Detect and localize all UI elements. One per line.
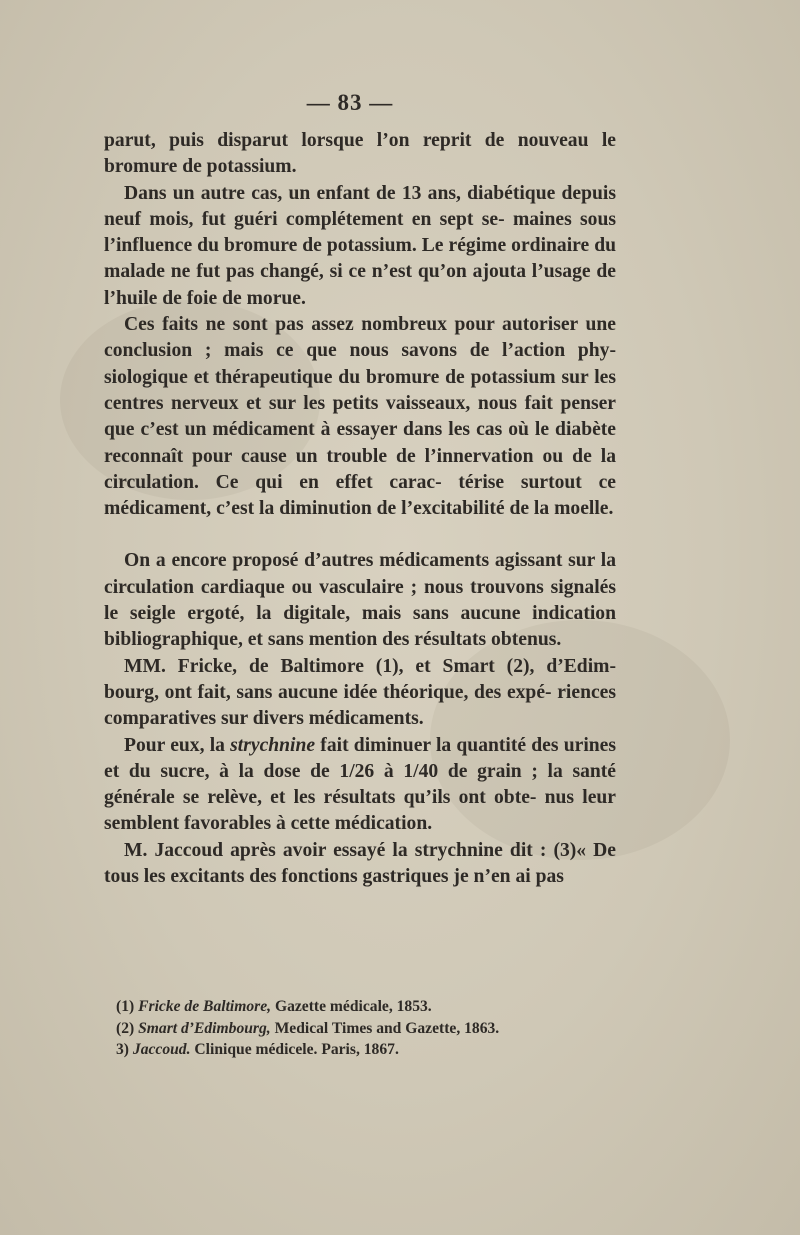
text-line: sur les centres nerveux et sur les petits vaisseaux, nous — [104, 366, 616, 414]
footnote-source: Medical Times and Gazette, 1863. — [270, 1019, 500, 1037]
paragraph — [104, 838, 616, 891]
text-line: On a encore proposé d’autres médicaments agissant — [124, 550, 563, 572]
text-line: Pour eux, la — [124, 734, 231, 756]
paragraph — [104, 733, 616, 838]
footnote-source: Gazette médicale, 1853. — [271, 998, 432, 1015]
text-line: régime ordinaire du malade ne fut pas changé, si ce n’est — [104, 235, 616, 283]
text-line: sur la circulation cardiaque ou vasculaire ; nous trouvons — [104, 550, 616, 598]
text-line: indication bibliographique, et sans mention des résultats — [104, 603, 616, 651]
text-line: nus leur semblent favorables à cette médication. — [104, 787, 616, 835]
footnotes — [116, 996, 596, 1061]
emphasized-word: strychnine — [230, 734, 316, 756]
text-line: parut, puis disparut lorsque l’on reprit de nouveau le — [104, 130, 616, 151]
text-line: Dans un autre cas, un enfant de 13 ans, diabétique — [124, 182, 556, 204]
text-line: riences comparatives sur divers médicaments. — [104, 681, 616, 730]
text-line: depuis neuf mois, fut guéri complétement en sept se- — [104, 182, 616, 230]
footnote-author: Fricke de Baltimore, — [138, 998, 272, 1015]
text-line: siologique et thérapeutique du bromure de potassium — [104, 366, 556, 388]
paragraph — [104, 312, 616, 522]
text-line: obtenus. — [491, 629, 562, 651]
text-line: tous les excitants des fonctions gastriques je n’en ai pas — [104, 866, 564, 888]
text-line: maines sous l’influence du bromure de potassium. Le — [104, 208, 616, 257]
footnote-author: Smart d’Edimbourg, — [138, 1019, 271, 1037]
paragraph — [104, 181, 616, 312]
text-line: l’innervation ou de la circulation. Ce qui en effet carac- — [104, 445, 616, 493]
footnote-marker: 3) — [116, 1041, 129, 1058]
text-line: MM. Fricke, de Baltimore (1), et Smart (2), d’Edim- — [124, 655, 616, 677]
text-line: fait penser que c’est un médicament à essayer dans les — [104, 392, 617, 441]
text-line: fait diminuer la quantité des — [315, 734, 559, 756]
page-number: — 83 — — [306, 90, 394, 115]
text-line: une conclusion ; mais ce que nous savons de l’action phy- — [104, 314, 616, 362]
footnote — [116, 1039, 596, 1061]
footnote-source: Clinique médicele. Paris, 1867. — [190, 1041, 399, 1058]
text-line: signalés le seigle ergoté, la digitale, mais sans aucune — [104, 576, 616, 625]
text-line: santé générale se relève, et les résultats qu’ils ont obte- — [104, 760, 616, 809]
text-line: bourg, ont fait, sans aucune idée théorique, des expé- — [104, 681, 552, 703]
text-line: cas où le diabète reconnaît pour cause un trouble de — [104, 419, 617, 467]
text-line: M. Jaccoud après avoir essayé la strychnine dit : (3)« De — [124, 839, 616, 861]
paragraph — [104, 654, 616, 733]
text-line: Ces faits ne sont pas assez nombreux pour autoriser — [124, 314, 578, 336]
text-line: qu’on ajouta l’usage de l’huile de foie de morue. — [104, 261, 617, 309]
text-line: l’excitabilité de la moelle. — [401, 498, 614, 520]
text-line: térise surtout ce médicament, c’est la diminution de — [104, 471, 616, 520]
paragraph — [104, 128, 616, 181]
text-line: bromure de potassium. — [104, 156, 297, 178]
footnote-author: Jaccoud. — [132, 1041, 191, 1058]
text-line: urines et du sucre, à la dose de 1/26 à 1/40 de grain ; la — [104, 734, 616, 782]
footnote — [116, 996, 596, 1018]
paragraph — [104, 548, 616, 653]
footnote — [116, 1018, 596, 1040]
body-text — [104, 128, 616, 890]
footnote-marker: (2) — [116, 1019, 135, 1037]
footnote-marker: (1) — [116, 998, 135, 1015]
